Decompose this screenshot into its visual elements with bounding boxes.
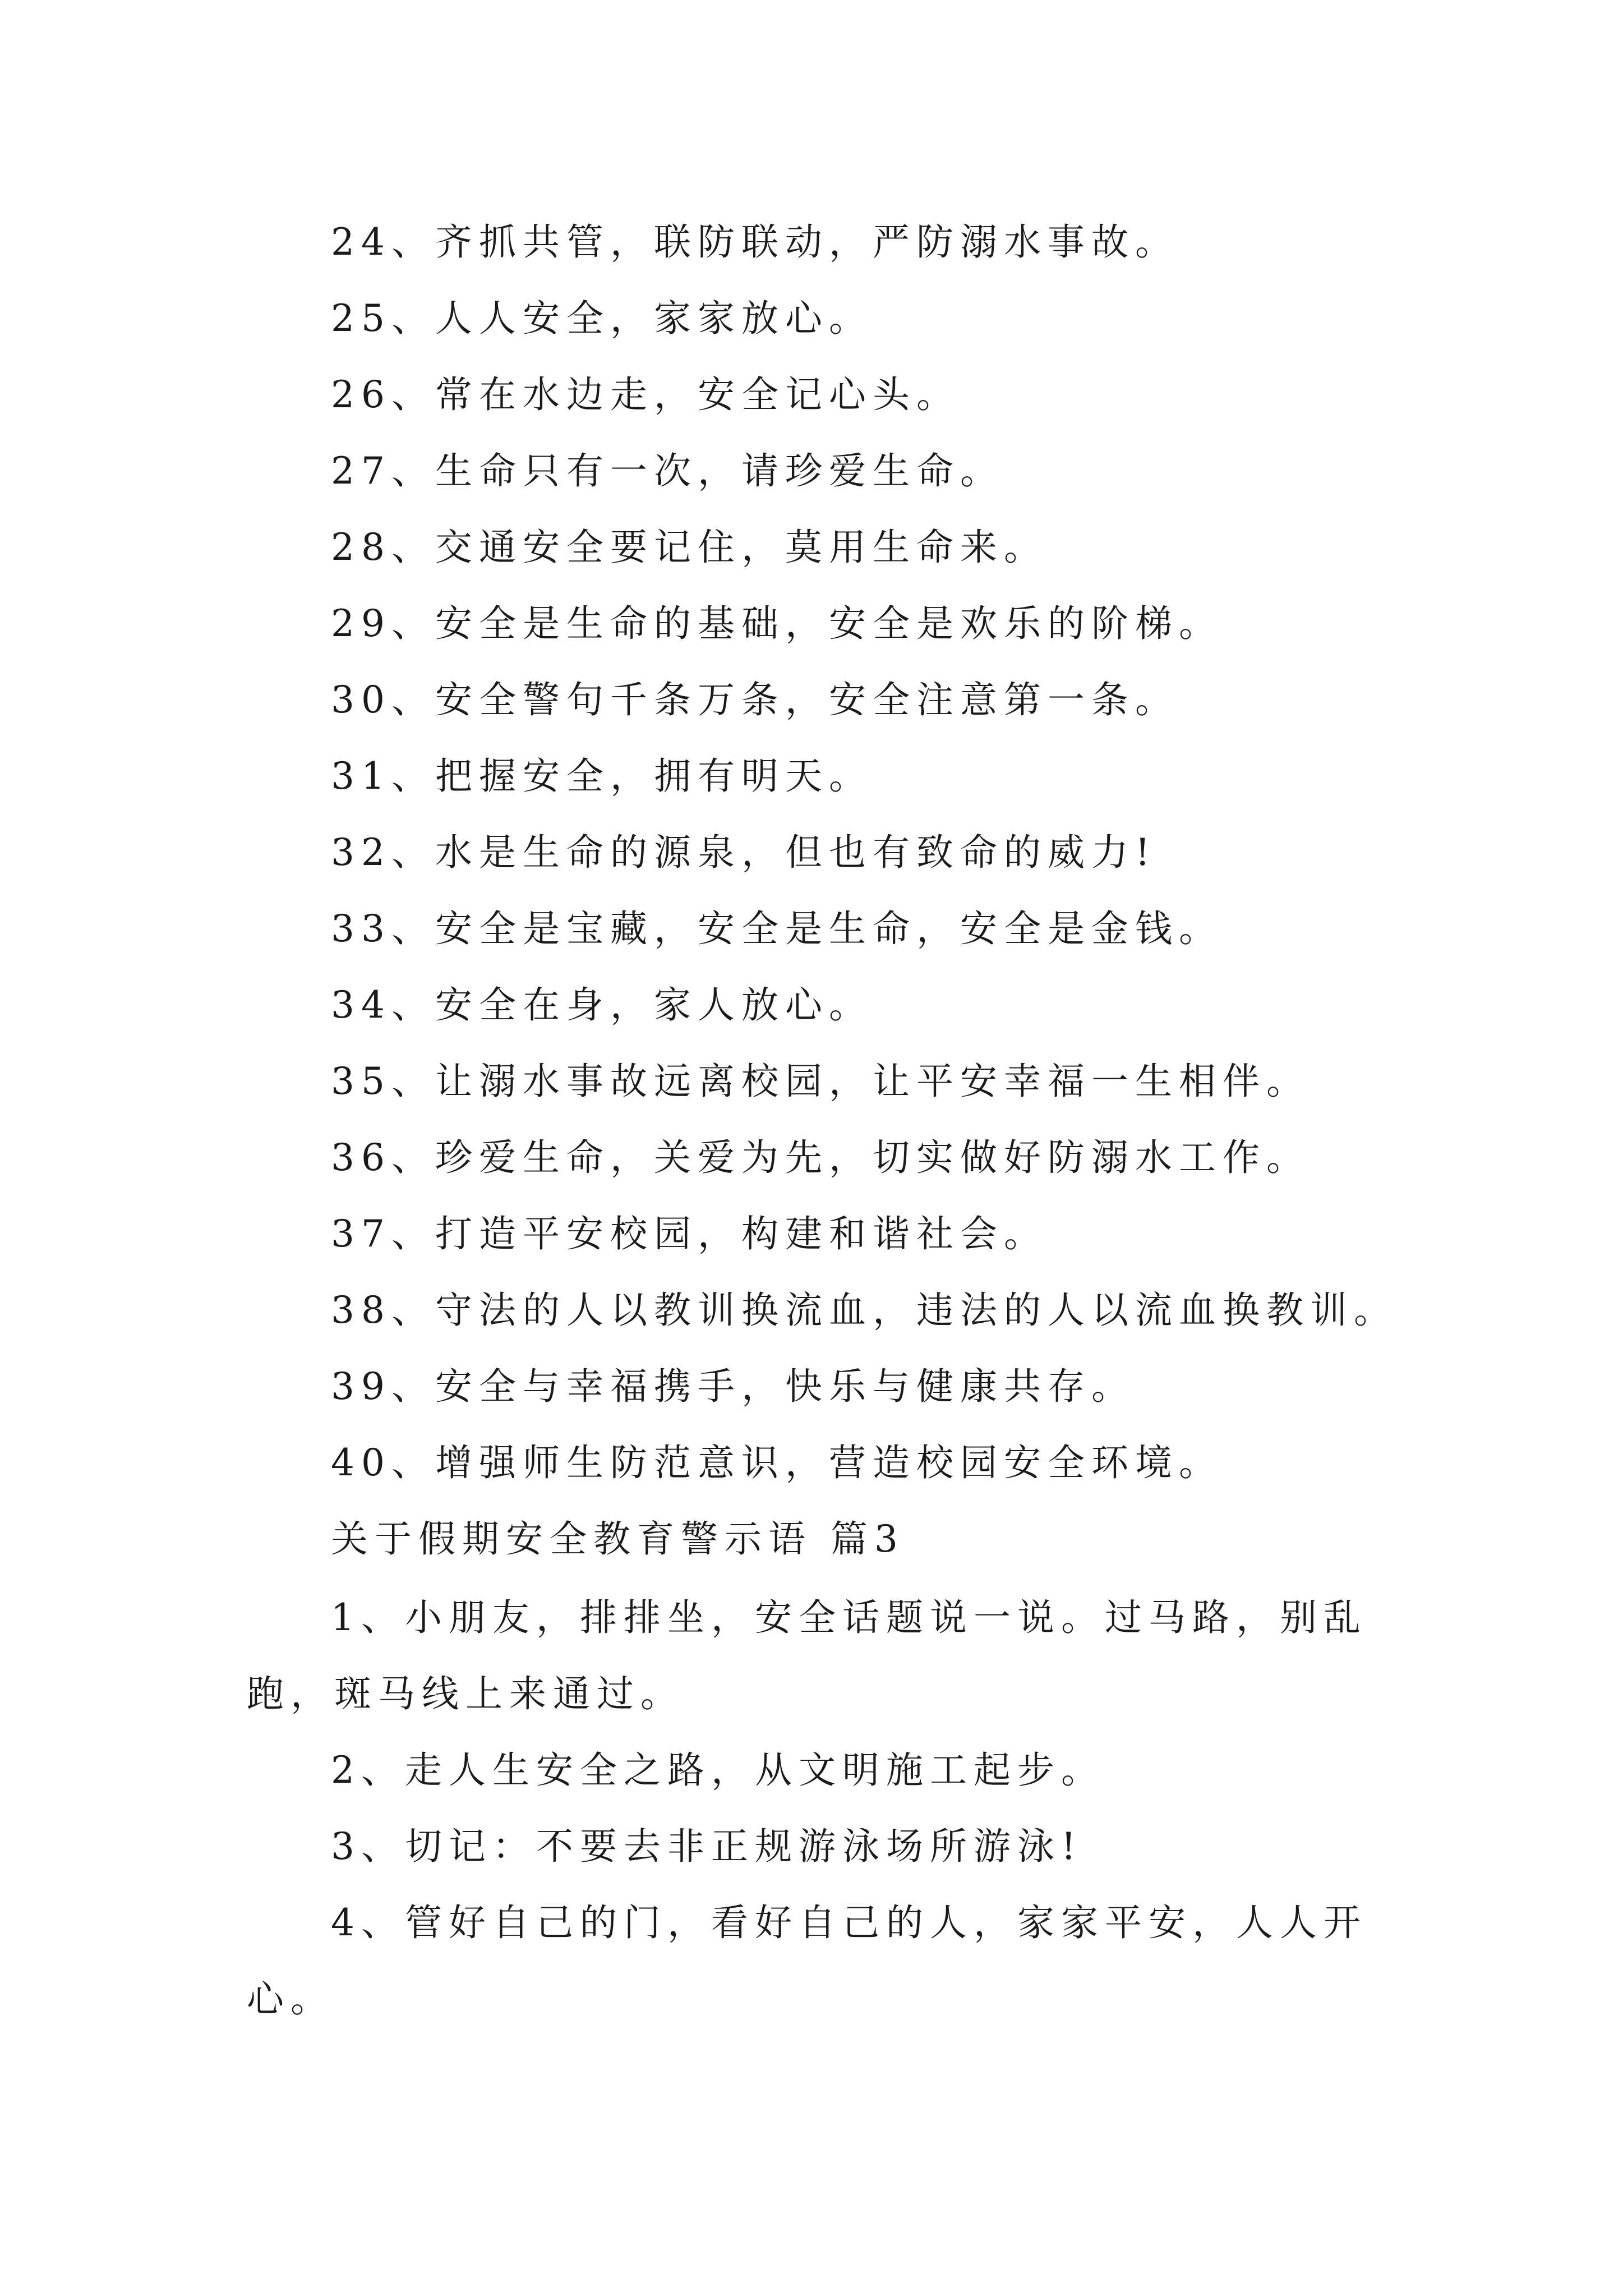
list-item: 25、人人安全，家家放心。 bbox=[331, 297, 873, 340]
list-item: 24、齐抓共管，联防联动，严防溺水事故。 bbox=[331, 220, 1179, 264]
list-item: 32、水是生命的源泉，但也有致命的威力! bbox=[331, 831, 1157, 874]
list-item: 1、小朋友，排排坐，安全话题说一说。过马路，别乱 bbox=[331, 1596, 1367, 1639]
list-item: 35、让溺水事故远离校园，让平安幸福一生相伴。 bbox=[331, 1060, 1310, 1103]
section-heading: 关于假期安全教育警示语 篇3 bbox=[331, 1517, 905, 1561]
list-item: 27、生命只有一次，请珍爱生命。 bbox=[331, 449, 1004, 493]
list-item: 33、安全是宝藏，安全是生命，安全是金钱。 bbox=[331, 907, 1223, 950]
list-item: 39、安全与幸福携手，快乐与健康共存。 bbox=[331, 1365, 1135, 1408]
list-item-continuation: 跑，斑马线上来通过。 bbox=[247, 1672, 684, 1715]
list-item: 31、把握安全，拥有明天。 bbox=[331, 754, 873, 798]
list-item: 3、切记：不要去非正规游泳场所游泳! bbox=[331, 1825, 1083, 1868]
list-item: 29、安全是生命的基础，安全是欢乐的阶梯。 bbox=[331, 602, 1223, 645]
list-item: 26、常在水边走，安全记心头。 bbox=[331, 373, 960, 416]
list-item: 2、走人生安全之路，从文明施工起步。 bbox=[331, 1749, 1105, 1792]
list-item-continuation: 心。 bbox=[247, 1977, 334, 2021]
list-item: 34、安全在身，家人放心。 bbox=[331, 983, 873, 1027]
list-item: 4、管好自己的门，看好自己的人，家家平安，人人开 bbox=[331, 1901, 1367, 1944]
list-item: 28、交通安全要记住，莫用生命来。 bbox=[331, 526, 1048, 569]
list-item: 40、增强师生防范意识，营造校园安全环境。 bbox=[331, 1441, 1223, 1484]
list-item: 36、珍爱生命，关爱为先，切实做好防溺水工作。 bbox=[331, 1136, 1310, 1179]
list-item: 38、守法的人以教训换流血，违法的人以流血换教训。 bbox=[331, 1289, 1398, 1332]
list-item: 37、打造平安校园，构建和谐社会。 bbox=[331, 1212, 1048, 1255]
list-item: 30、安全警句千条万条，安全注意第一条。 bbox=[331, 678, 1179, 721]
